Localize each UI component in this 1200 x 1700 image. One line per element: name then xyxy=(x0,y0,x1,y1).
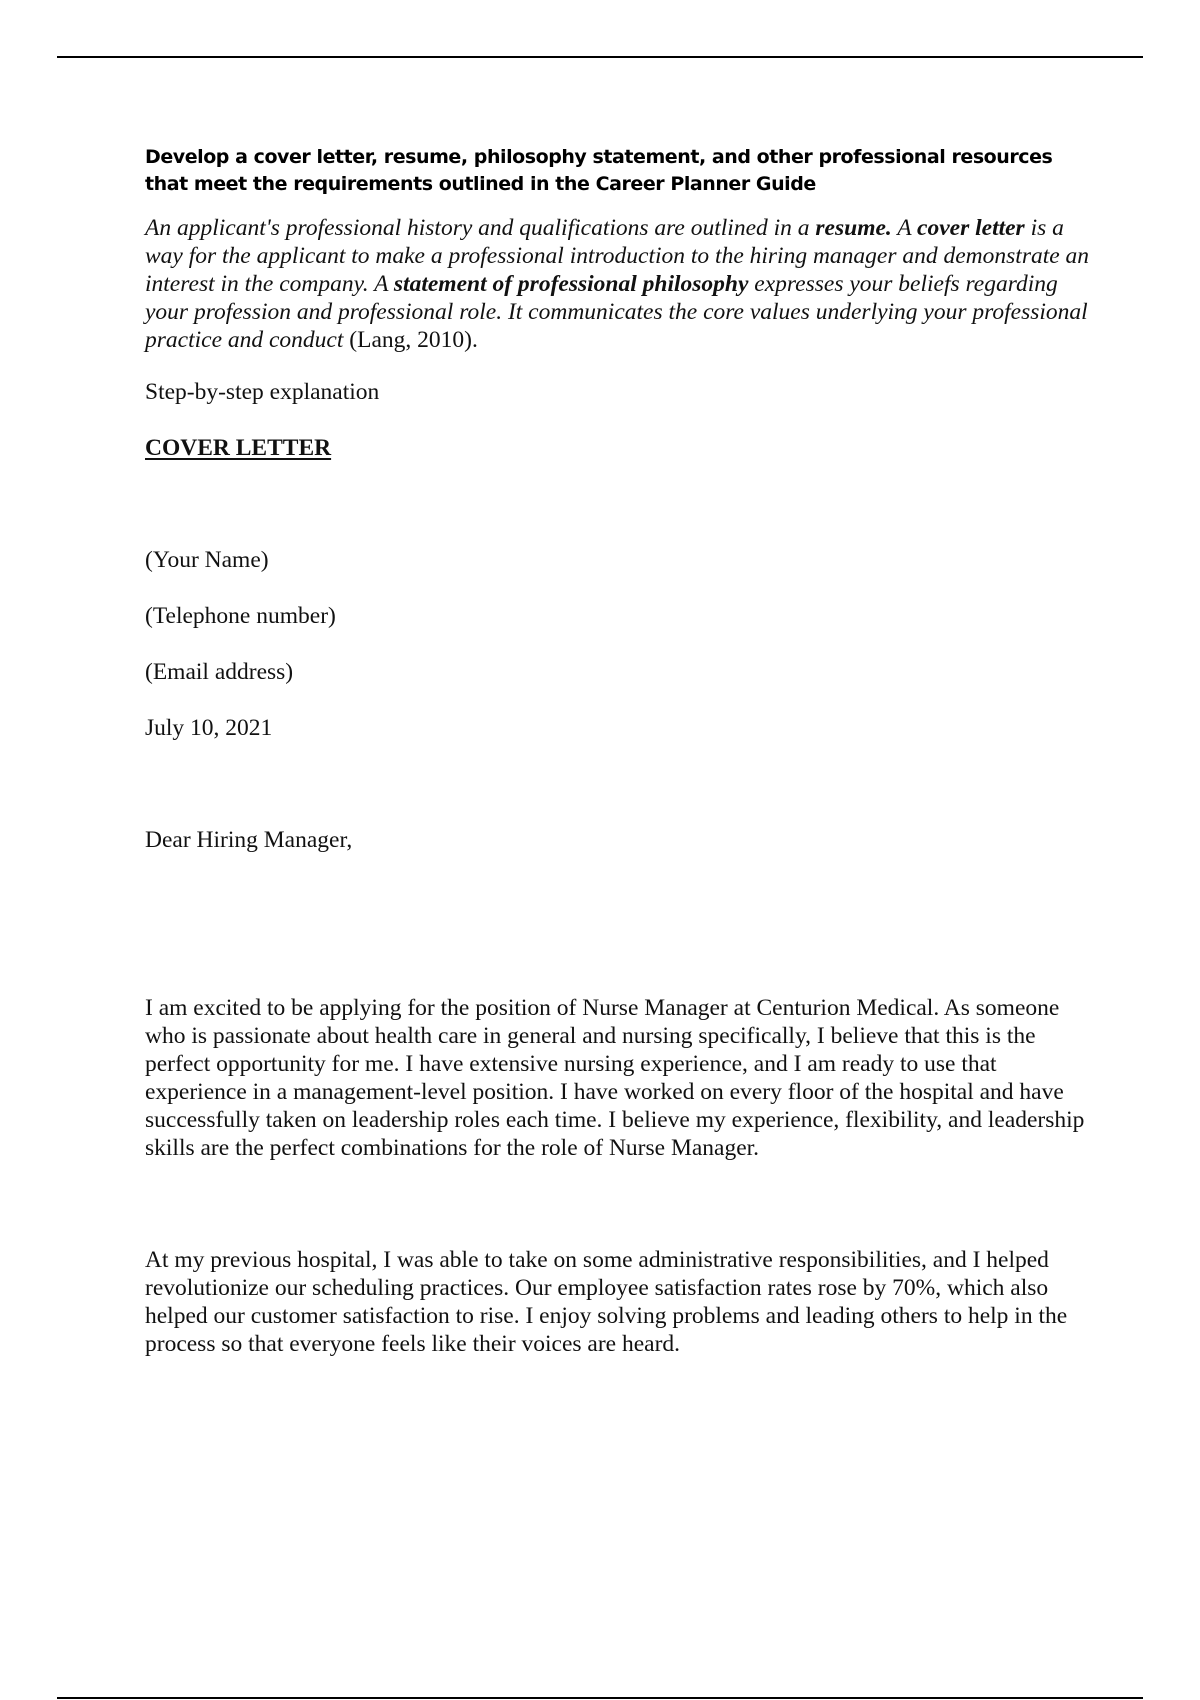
letter-paragraph-2: At my previous hospital, I was able to take on some administrative responsibilities, and I helped revolutionize our scheduling practices. Our employee satisfaction rates rose by 70%, which also helped our customer satisfaction to rise. I enjoy solving problems and leading others to help in the process so that everyone feels like their voices are heard. xyxy=(145,1247,1068,1357)
step-label: Step-by-step explanation xyxy=(145,379,380,405)
assignment-heading: Develop a cover letter, resume, philosophy statement, and other professional resources that meet the requirements outlined in the Career Planner Guide xyxy=(145,146,1053,195)
bottom-rule xyxy=(57,1697,1143,1699)
intro-term-philosophy: statement of professional philosophy xyxy=(393,271,749,297)
section-title: COVER LETTER xyxy=(145,435,332,461)
document-body xyxy=(145,144,1095,1358)
intro-text-4: expresses your beliefs regarding your profession and professional role. It communicates the core values underlying your professional practice and conduct xyxy=(145,271,1088,353)
intro-paragraph xyxy=(145,214,1095,354)
applicant-name: (Your Name) xyxy=(145,547,269,573)
intro-term-resume: resume. xyxy=(815,215,892,241)
intro-citation: (Lang, 2010). xyxy=(343,327,478,353)
salutation: Dear Hiring Manager, xyxy=(145,827,353,853)
letter-paragraph-1: I am excited to be applying for the position of Nurse Manager at Centurion Medical. As someone who is passionate about health care in general and nursing specifically, I believe that this is the perfect opportunity for me. I have extensive nursing experience, and I am ready to use that experience in a management-level position. I have worked on every floor of the hospital and have successfully taken on leadership roles each time. I believe my experience, flexibility, and leadership skills are the perfect combinations for the role of Nurse Manager. xyxy=(145,995,1085,1161)
letter-date: July 10, 2021 xyxy=(145,715,273,741)
intro-text-1: An applicant's professional history and qualifications are outlined in a xyxy=(145,215,816,241)
intro-term-cover-letter: cover letter xyxy=(917,215,1025,241)
intro-text-3: is a way for the applicant to make a professional introduction to the hiring manager and demonstrate an interest in the company. A xyxy=(145,215,1090,297)
top-rule xyxy=(57,56,1143,58)
intro-text-2: A xyxy=(891,215,918,241)
email-address: (Email address) xyxy=(145,659,294,685)
telephone-number: (Telephone number) xyxy=(145,603,336,629)
